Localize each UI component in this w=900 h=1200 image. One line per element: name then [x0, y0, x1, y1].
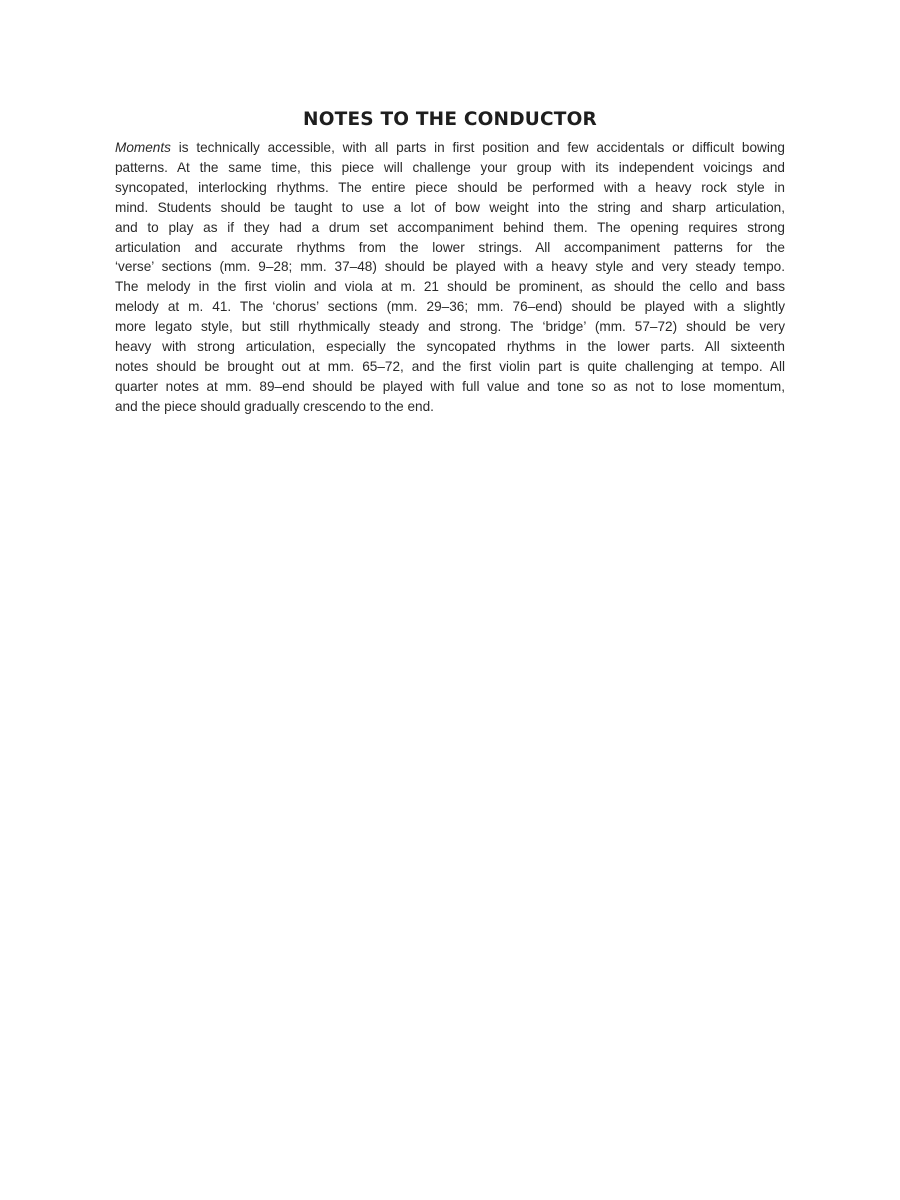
paragraph-line	[115, 138, 785, 158]
conductor-notes-paragraph	[115, 138, 785, 417]
paragraph-line: The melody in the first violin and viola at m. 21 should be prominent, as should the cello and bass	[115, 279, 785, 295]
paragraph-line: articulation and accurate rhythms from the lower strings. All accompaniment patterns for the	[115, 239, 785, 255]
piece-title: Moments	[115, 140, 171, 155]
paragraph-line: notes should be brought out at mm. 65–72, and the first violin part is quite challenging at tempo. All	[115, 358, 785, 374]
paragraph-line: and the piece should gradually crescendo to the end.	[115, 398, 434, 414]
paragraph-line: more legato style, but still rhythmically steady and strong. The ‘bridge’ (mm. 57–72) should be very	[115, 319, 785, 335]
paragraph-line: syncopated, interlocking rhythms. The entire piece should be performed with a heavy rock style in	[115, 179, 785, 195]
paragraph-line: ‘verse’ sections (mm. 9–28; mm. 37–48) should be played with a heavy style and very steady tempo.	[115, 259, 785, 275]
page-title: NOTES TO THE CONDUCTOR	[303, 109, 597, 130]
paragraph-line: patterns. At the same time, this piece will challenge your group with its independent voicings and	[115, 159, 785, 175]
paragraph-line: mind. Students should be taught to use a lot of bow weight into the string and sharp articulation,	[115, 199, 785, 215]
paragraph-line-text: is technically accessible, with all parts in first position and few accidentals or difficult bowing	[170, 140, 785, 155]
paragraph-line: melody at m. 41. The ‘chorus’ sections (mm. 29–36; mm. 76–end) should be played with a slightly	[115, 299, 785, 315]
paragraph-line: heavy with strong articulation, especially the syncopated rhythms in the lower parts. All sixteenth	[115, 339, 785, 355]
paragraph-line: quarter notes at mm. 89–end should be played with full value and tone so as not to lose momentum,	[115, 378, 785, 394]
paragraph-line: and to play as if they had a drum set accompaniment behind them. The opening requires strong	[115, 219, 785, 235]
